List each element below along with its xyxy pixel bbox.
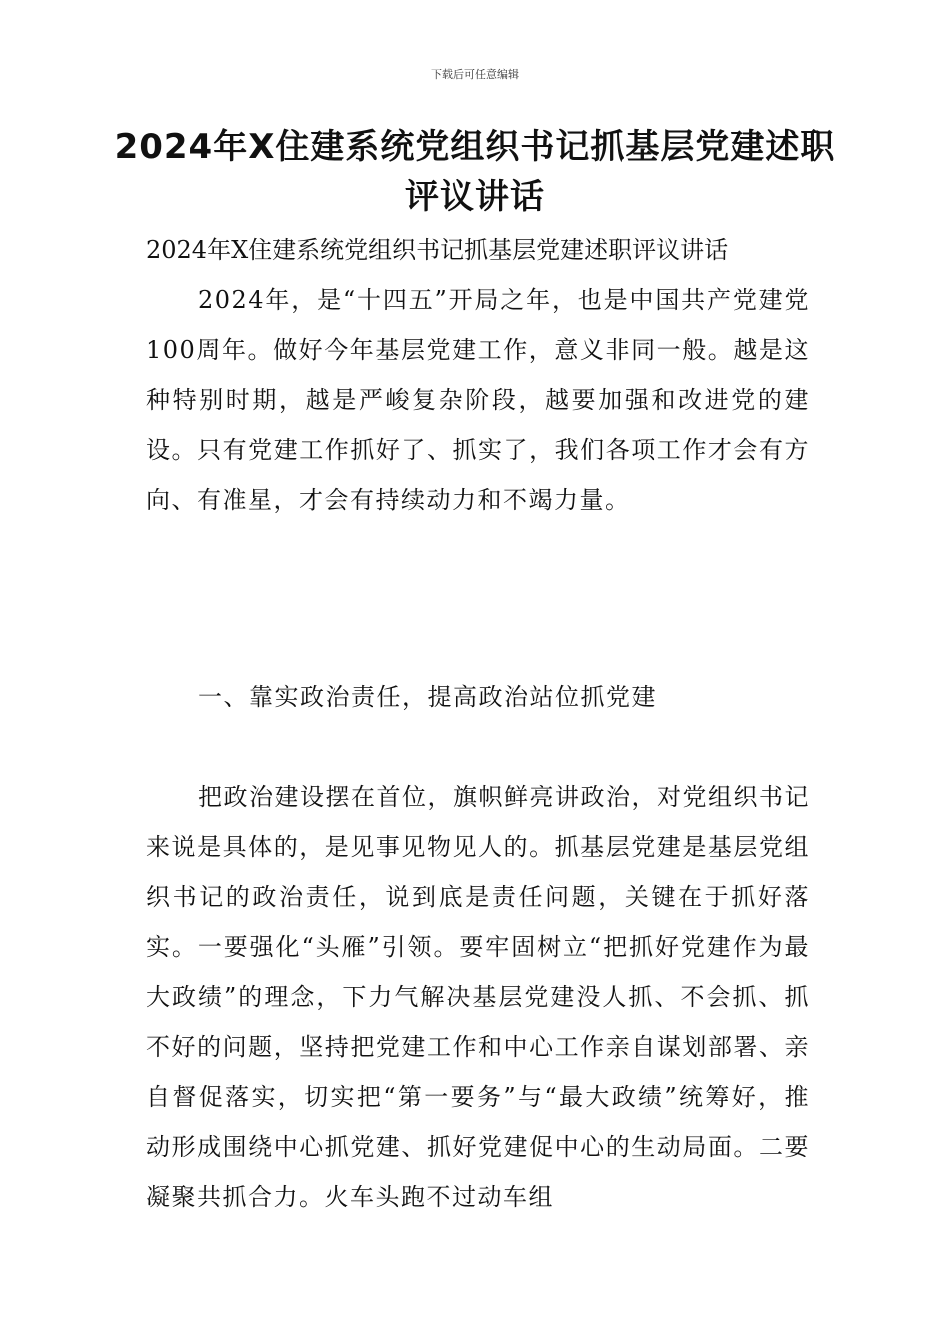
page-header-note: 下载后可任意编辑 xyxy=(431,68,519,81)
section-heading: 一、靠实政治责任，提高政治站位抓党建 xyxy=(198,683,657,711)
section-paragraph: 把政治建设摆在首位，旗帜鲜亮讲政治，对党组织书记来说是具体的，是见事见物见人的。抓基层党建是基层党组织书记的政治责任，说到底是责任问题，关键在于抓好落实。一要强化“头雁”引领。要牢固树立“把抓好党建作为最大政绩”的理念，下力气解决基层党建没人抓、不会抓、抓不好的问题，坚持把党建工作和中心工作亲自谋划部署、亲自督促落实，切实把“第一要务”与“最大政绩”统筹好，推动形成围绕中心抓党建、抓好党建促中心的生动局面。二要凝聚共抓合力。火车头跑不过动车组 xyxy=(146,783,810,1211)
document-subtitle: 2024年X住建系统党组织书记抓基层党建述职评议讲话 xyxy=(146,236,729,264)
intro-paragraph: 2024年，是“十四五”开局之年，也是中国共产党建党100周年。做好今年基层党建工作，意义非同一般。越是这种特别时期，越是严峻复杂阶段，越要加强和改进党的建设。只有党建工作抓好了、抓实了，我们各项工作才会有方向、有准星，才会有持续动力和不竭力量。 xyxy=(146,286,810,514)
document-title: 2024年X住建系统党组织书记抓基层党建述职评议讲话 xyxy=(114,127,836,217)
